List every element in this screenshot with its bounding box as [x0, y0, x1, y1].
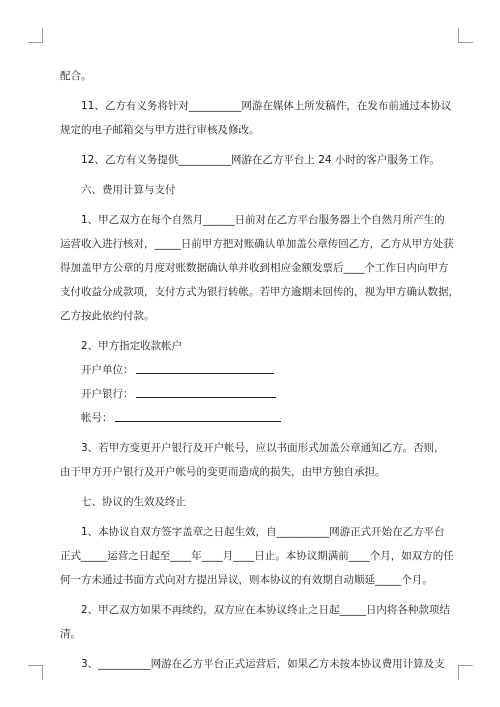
- paragraph-line: 清。: [60, 628, 81, 640]
- account-field-blank: [115, 409, 281, 422]
- crop-mark-bottom-left: [28, 665, 43, 680]
- account-field-row: [60, 382, 440, 406]
- document-page: [60, 64, 459, 676]
- paragraph-line: 正式_____运营之日起至____年____月____日止。本协议期满前____个月，如双方的任: [60, 550, 454, 562]
- paragraph-line: 六、费用计算与支付: [81, 184, 176, 196]
- account-field-row: [60, 358, 440, 382]
- account-field-row: [60, 406, 440, 430]
- account-field-label: 开户银行：: [81, 388, 134, 400]
- paragraph-line: 乙方按此依约付款。: [60, 310, 155, 322]
- paragraph-line: 何一方未通过书面方式向对方提出异议，则本协议的有效期自动顺延_____个月。: [60, 574, 433, 586]
- crop-mark-bottom-right: [458, 665, 473, 680]
- paragraph-line: 七、协议的生效及终止: [81, 496, 186, 508]
- paragraph-line: 运营收入进行核对，_____日前甲方把对账确认单加盖公章传回乙方，乙方从甲方处获: [60, 238, 454, 250]
- paragraph-line: 2、甲方指定收款帐户: [81, 340, 183, 352]
- paragraph-line: 11、乙方有义务将针对__________网游在媒体上所发稿件，在发布前通过本协议: [81, 100, 452, 112]
- paragraph-line: 由于甲方开户银行及开户帐号的变更而造成的损失，由甲方独自承担。: [60, 466, 386, 478]
- paragraph-line: 1、甲乙双方在每个自然月______日前对在乙方平台服务器上个自然月所产生的: [81, 214, 445, 226]
- paragraph-line: 支付收益分成款项，支付方式为银行转帐。若甲方逾期未回传的，视为甲方确认数据，: [60, 286, 459, 298]
- account-field-label: 开户单位：: [81, 364, 134, 376]
- paragraph-line: 2、甲乙双方如果不再续约，双方应在本协议终止之日起_____日内将各种款项结: [81, 604, 450, 616]
- paragraph-line: 3、__________网游在乙方平台正式运营后，如果乙方未按本协议费用计算及支: [81, 658, 445, 670]
- crop-mark-top-left: [28, 28, 43, 43]
- paragraph-line: 配合。: [60, 70, 92, 82]
- paragraph-line: 3、若甲方变更开户银行及开户帐号，应以书面形式加盖公章通知乙方。否则，: [81, 442, 445, 454]
- paragraph-line: 1、本协议自双方签字盖章之日起生效，自__________网游正式开始在乙方平台: [81, 526, 445, 538]
- crop-mark-top-right: [458, 28, 473, 43]
- paragraph-line: 规定的电子邮箱交与甲方进行审核及修改。: [60, 124, 260, 136]
- account-field-blank: [136, 385, 276, 398]
- paragraph-line: 得加盖甲方公章的月度对账数据确认单并收到相应金额发票后____个工作日内向甲方: [60, 262, 449, 274]
- account-field-label: 帐号：: [81, 412, 113, 424]
- account-field-blank: [136, 361, 274, 374]
- paragraph-line: 12、乙方有义务提供__________网游在乙方平台上 24 小时的客户服务工作。: [81, 154, 440, 166]
